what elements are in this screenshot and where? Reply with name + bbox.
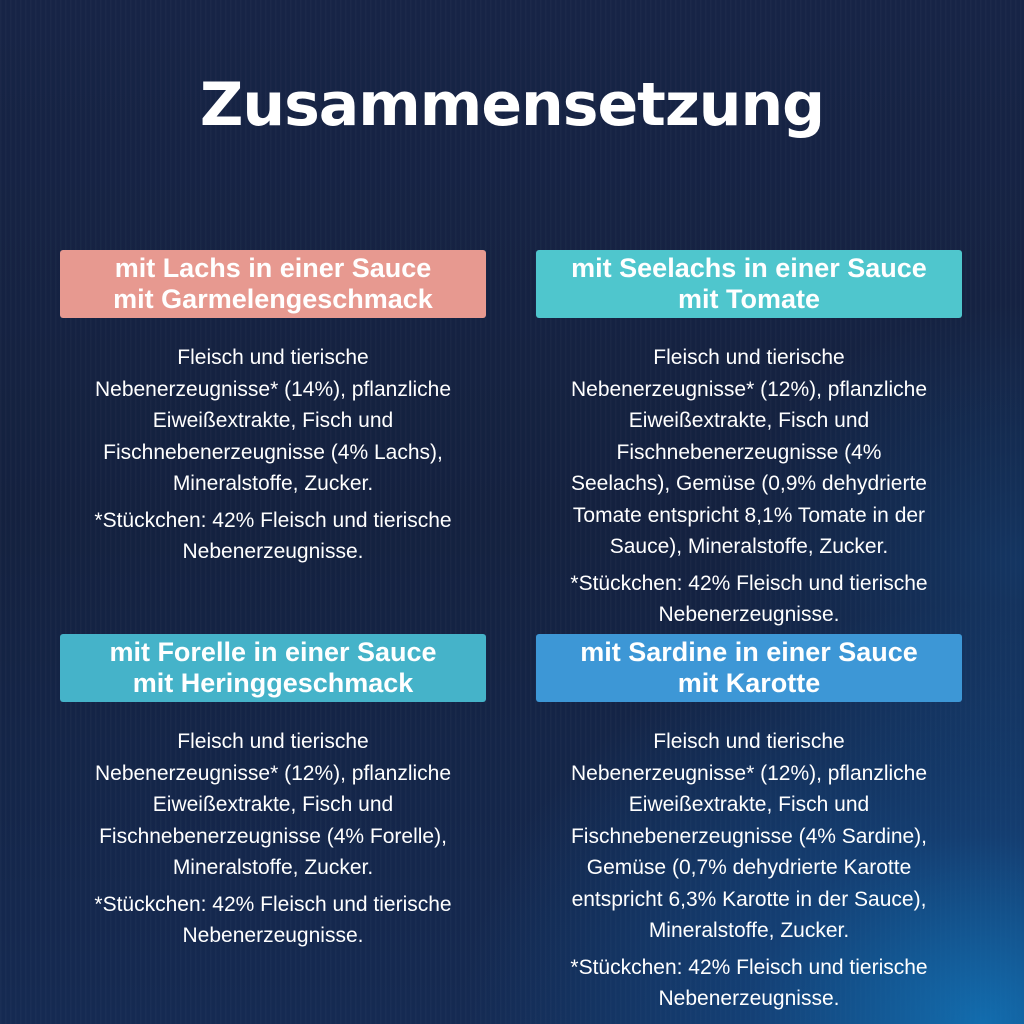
variant-title-line-1: mit Sardine in einer Sauce xyxy=(580,637,918,667)
ingredients-line: Eiweißextrakte, Fisch und xyxy=(152,409,394,432)
composition-card-sardine xyxy=(536,634,962,1015)
ingredients-text xyxy=(536,726,962,1015)
ingredients-line: Mineralstoffe, Zucker. xyxy=(172,856,374,879)
variant-banner xyxy=(60,250,486,318)
ingredients-line: Gemüse (0,7% dehydrierte Karotte xyxy=(586,856,912,879)
ingredients-line: Eiweißextrakte, Fisch und xyxy=(628,793,870,816)
footnote-line: Nebenerzeugnisse. xyxy=(658,987,840,1010)
ingredients-line: Mineralstoffe, Zucker. xyxy=(172,472,374,495)
variant-banner xyxy=(60,634,486,702)
footnote xyxy=(60,505,486,568)
footnote-line: Nebenerzeugnisse. xyxy=(182,540,364,563)
variant-title-line-2: mit Heringgeschmack xyxy=(132,668,414,698)
ingredients-line: Mineralstoffe, Zucker. xyxy=(648,919,850,942)
ingredients-line: entspricht 6,3% Karotte in der Sauce), xyxy=(571,887,927,911)
footnote-line: *Stückchen: 42% Fleisch und tierische xyxy=(94,508,452,532)
footnote xyxy=(60,889,486,952)
ingredients-line: Eiweißextrakte, Fisch und xyxy=(152,793,394,816)
ingredients-line: Sauce), Mineralstoffe, Zucker. xyxy=(609,535,889,558)
ingredients-line: Fischnebenerzeugnisse (4% Sardine), xyxy=(570,824,928,848)
ingredients-line: Nebenerzeugnisse* (12%), pflanzliche xyxy=(94,761,452,785)
ingredients-line: Fischnebenerzeugnisse (4% Forelle), xyxy=(99,824,447,848)
variant-title-line-1: mit Lachs in einer Sauce xyxy=(114,253,432,283)
footnote-line: *Stückchen: 42% Fleisch und tierische xyxy=(570,955,928,979)
ingredients-line: Seelachs), Gemüse (0,9% dehydrierte xyxy=(570,472,927,495)
composition-card-seelachs xyxy=(536,250,962,631)
variant-title-line-2: mit Tomate xyxy=(677,284,820,314)
variant-title-line-1: mit Forelle in einer Sauce xyxy=(109,637,437,667)
composition-card-lachs xyxy=(60,250,486,568)
ingredients-line: Fleisch und tierische xyxy=(177,346,369,369)
variant-banner xyxy=(536,250,962,318)
footnote xyxy=(536,568,962,631)
ingredients-line: Fleisch und tierische xyxy=(653,730,845,753)
ingredients-line: Eiweißextrakte, Fisch und xyxy=(628,409,870,432)
ingredients-line: Nebenerzeugnisse* (12%), pflanzliche xyxy=(570,377,928,401)
ingredients-text xyxy=(60,726,486,952)
footnote-line: Nebenerzeugnisse. xyxy=(658,603,840,626)
footnote-line: Nebenerzeugnisse. xyxy=(182,924,364,947)
footnote-line: *Stückchen: 42% Fleisch und tierische xyxy=(570,571,928,595)
ingredients-line: Fischnebenerzeugnisse (4% Lachs), xyxy=(103,440,443,464)
ingredients-line: Fischnebenerzeugnisse (4% xyxy=(616,440,882,464)
ingredients-line: Fleisch und tierische xyxy=(653,346,845,369)
ingredients-text xyxy=(60,342,486,568)
footnote xyxy=(536,952,962,1015)
composition-card-forelle xyxy=(60,634,486,952)
page-title: Zusammensetzung xyxy=(199,70,825,140)
ingredients-line: Nebenerzeugnisse* (12%), pflanzliche xyxy=(570,761,928,785)
ingredients-line: Nebenerzeugnisse* (14%), pflanzliche xyxy=(94,377,452,401)
ingredients-line: Fleisch und tierische xyxy=(177,730,369,753)
variant-title-line-1: mit Seelachs in einer Sauce xyxy=(571,253,927,283)
variant-title-line-2: mit Garmelengeschmack xyxy=(113,284,433,314)
variant-title-line-2: mit Karotte xyxy=(677,668,821,698)
ingredients-text xyxy=(536,342,962,631)
footnote-line: *Stückchen: 42% Fleisch und tierische xyxy=(94,892,452,916)
variant-banner xyxy=(536,634,962,702)
ingredients-line: Tomate entspricht 8,1% Tomate in der xyxy=(572,503,926,527)
